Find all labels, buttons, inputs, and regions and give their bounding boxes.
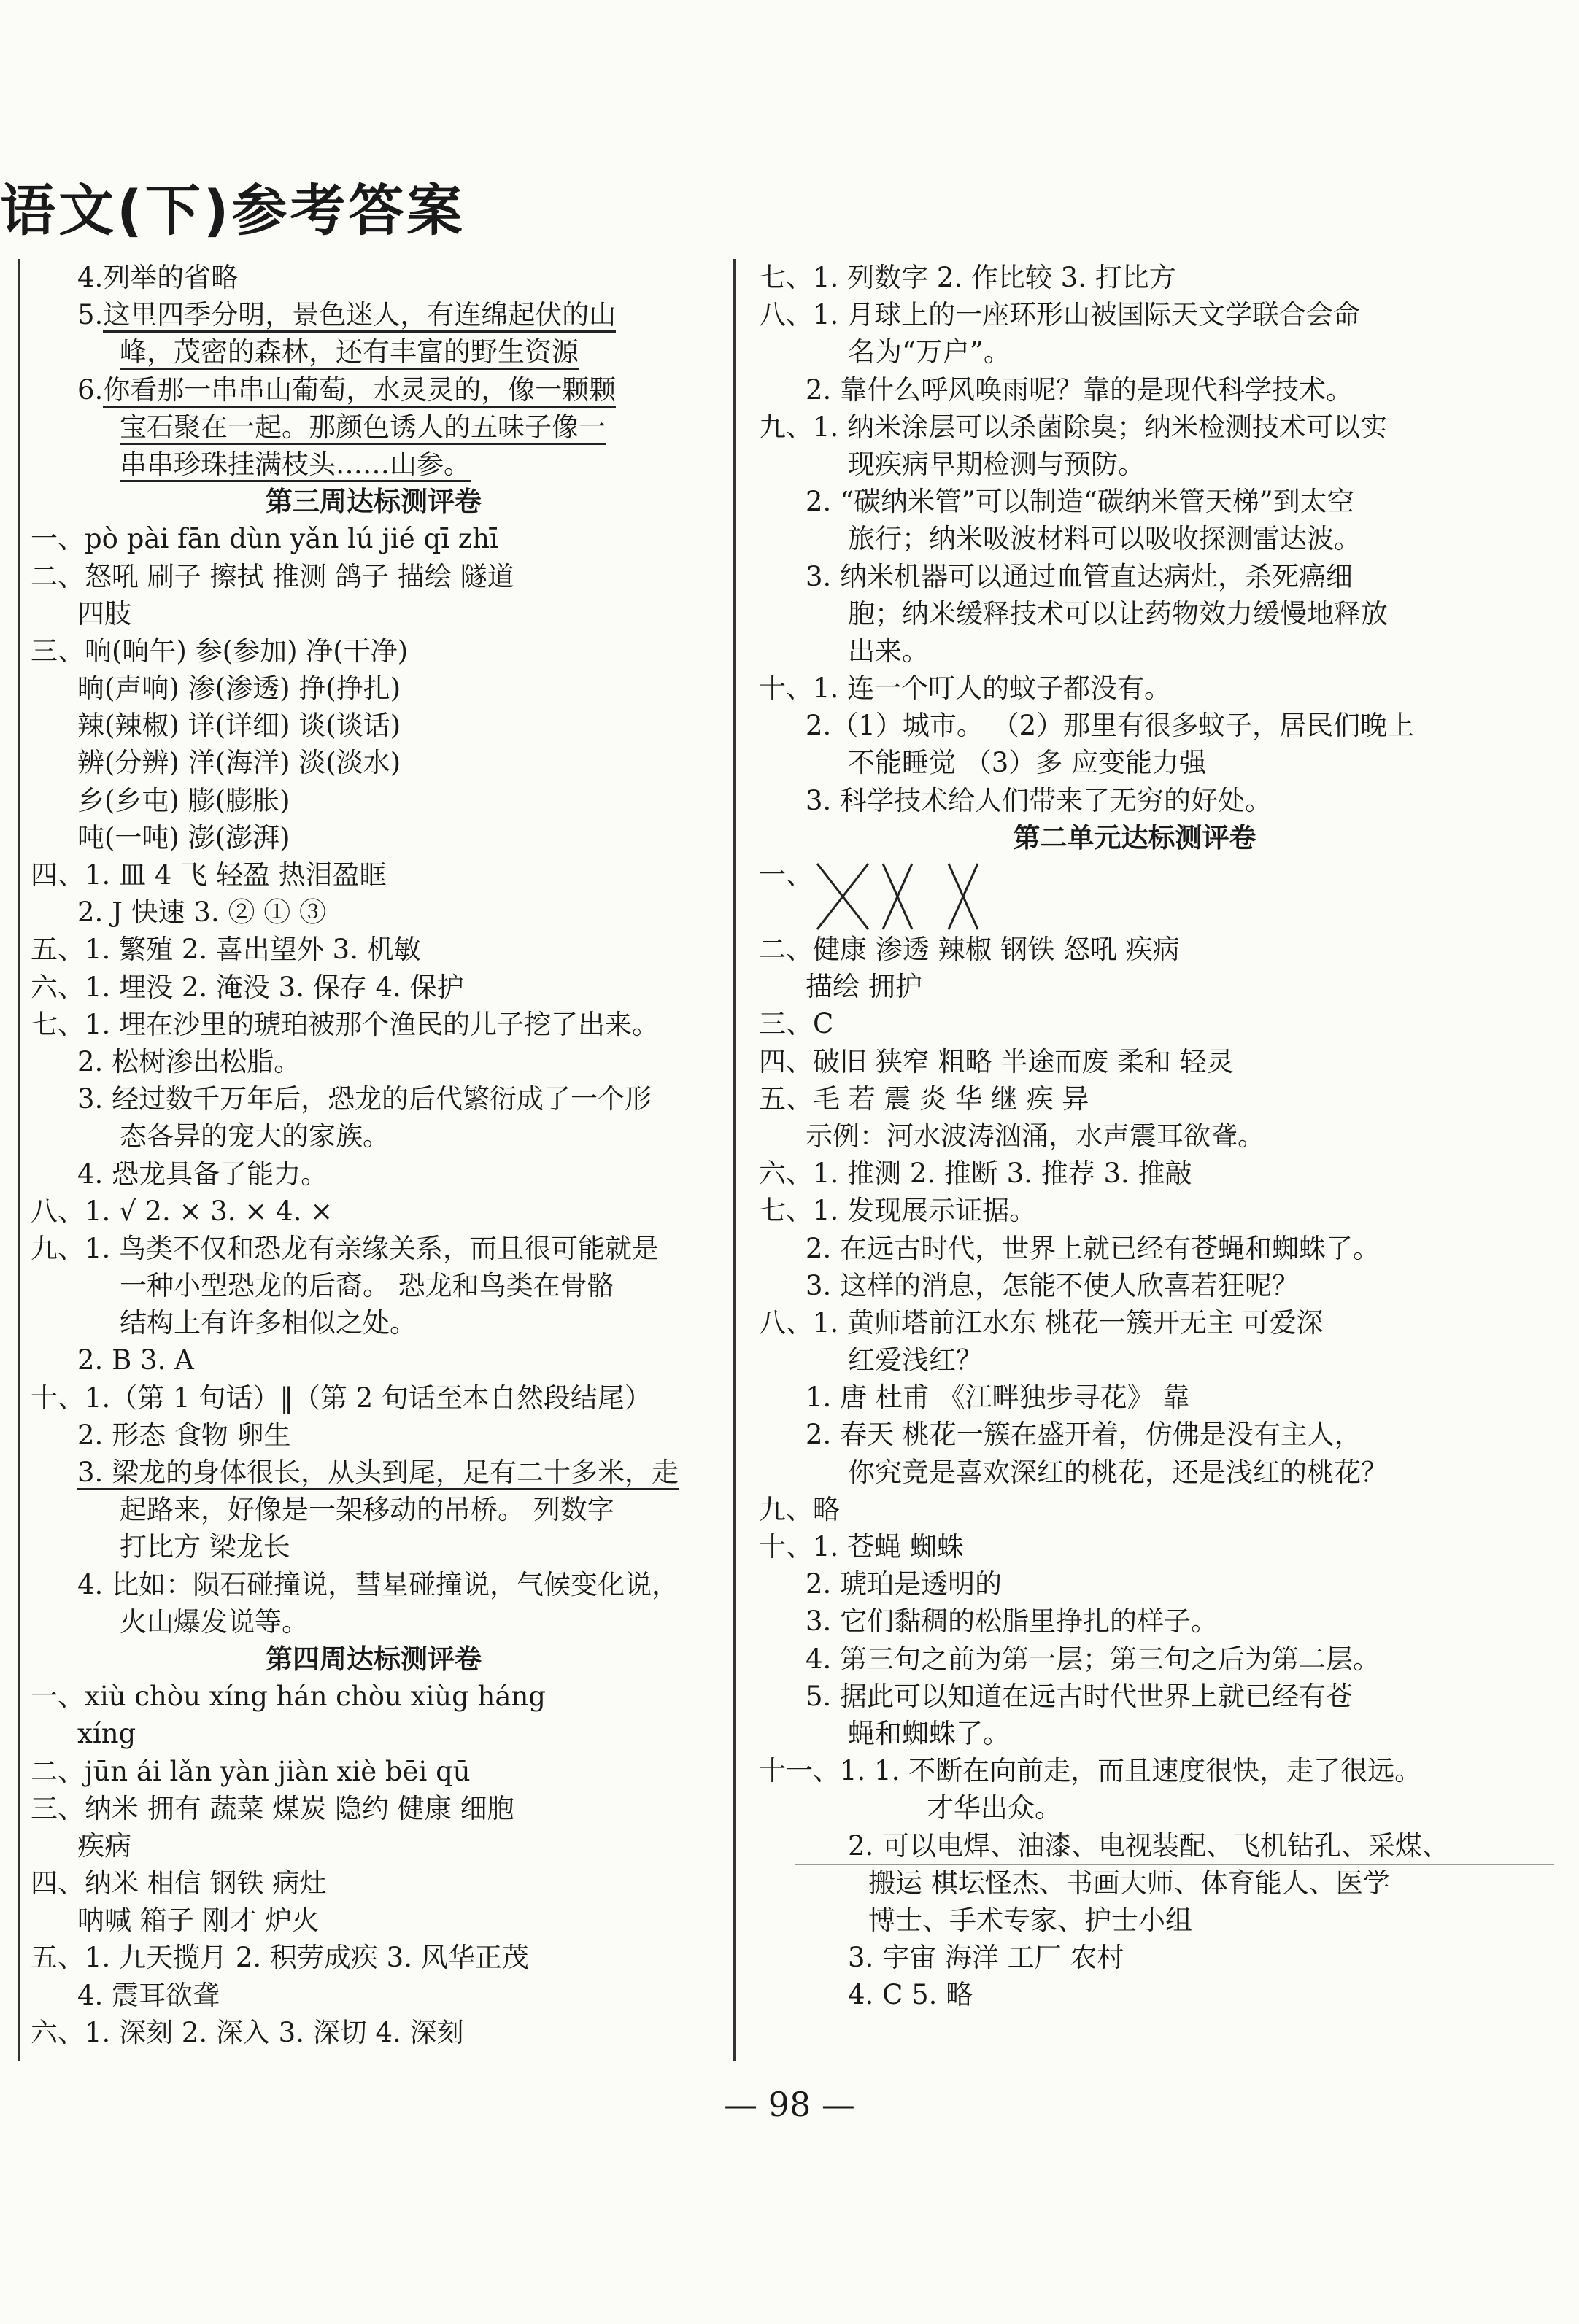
answer-line	[31, 1977, 717, 2014]
answer-line	[31, 1341, 717, 1379]
answer-line	[31, 1939, 717, 1976]
answer-line	[31, 408, 717, 446]
answer-line	[759, 1528, 1510, 1565]
answer-text: 描绘 拥护	[806, 971, 922, 1003]
answer-line	[31, 1566, 717, 1603]
answer-text: 1. 皿 4 飞 轻盈 热泪盈眶	[85, 859, 387, 891]
answer-text: xiù chòu xíng hán chòu xiùg háng	[85, 1681, 546, 1713]
page-number: — 98 —	[724, 2085, 855, 2124]
answer-line	[759, 1864, 1510, 1902]
answer-line	[759, 968, 1510, 1005]
left-column	[31, 259, 717, 2051]
answer-text: 蝇和蜘蛛了。	[848, 1717, 1010, 1749]
answer-line	[31, 969, 717, 1006]
answer-text: 你看那一串串山葡萄，水灵灵的，像一颗颗	[103, 374, 616, 408]
question-number: 七、	[31, 1008, 85, 1040]
answer-text: 搬运 棋坛怪杰、书画大师、体育能人、医学	[868, 1867, 1390, 1899]
answer-text: 这里四季分明，景色迷人，有连绵起伏的山	[103, 299, 616, 333]
answer-line	[31, 558, 717, 595]
answer-line	[31, 1603, 717, 1641]
question-number: 6.	[77, 373, 104, 406]
answer-text: 1.（第 1 句话）‖（第 2 句话至本自然段结尾）	[85, 1382, 652, 1414]
answer-line	[31, 1230, 717, 1267]
answer-text: 火山爆发说等。	[120, 1606, 309, 1638]
answer-line	[759, 1939, 1510, 1976]
question-number: 一、	[759, 859, 813, 891]
answer-line	[759, 1678, 1510, 1715]
answer-text: 一种小型恐龙的后裔。 恐龙和鸟类在骨骼	[120, 1270, 614, 1302]
answer-line	[759, 1641, 1510, 1678]
answer-text: 3. 科学技术给人们带来了无穷的好处。	[806, 784, 1273, 816]
answer-line	[759, 1454, 1510, 1491]
answer-line	[759, 1976, 1510, 2013]
answer-line	[759, 931, 1510, 968]
question-number: 十、	[759, 673, 813, 705]
answer-line	[759, 670, 1510, 707]
answer-text: 1. 苍蝇 蜘蛛	[813, 1531, 964, 1562]
answer-text: 略	[813, 1493, 840, 1525]
answer-text: 名为“万户”。	[848, 336, 1011, 368]
answer-line	[31, 371, 717, 408]
answer-line	[31, 520, 717, 557]
section-heading: 第二单元达标测评卷	[1013, 821, 1256, 853]
answer-line	[759, 744, 1510, 781]
answer-line	[31, 333, 717, 371]
answer-line	[759, 296, 1510, 333]
question-number: 十、	[759, 1531, 813, 1562]
answer-text: 1. 唐 杜甫 《江畔独步寻花》 靠	[806, 1382, 1190, 1414]
answer-line	[759, 1491, 1510, 1528]
answer-line	[31, 1864, 717, 1902]
answer-text: 4. 震耳欲聋	[77, 1979, 220, 2011]
answer-line	[759, 1565, 1510, 1603]
question-number: 三、	[759, 1008, 813, 1040]
question-number: 七、	[759, 1195, 813, 1227]
answer-line	[31, 782, 717, 819]
answer-text: 3. 宇宙 海洋 工厂 农村	[848, 1942, 1124, 1974]
answer-line	[31, 819, 717, 856]
question-number: 一、	[31, 1681, 85, 1713]
horizontal-rule	[795, 1864, 1554, 1865]
answer-line	[31, 1118, 717, 1155]
answer-line	[31, 1715, 717, 1752]
answer-text: 5. 据此可以知道在远古时代世界上就已经有苍	[806, 1680, 1354, 1712]
answer-line	[759, 446, 1510, 483]
answer-line	[31, 1193, 717, 1230]
question-number: 八、	[759, 1306, 813, 1339]
answer-line	[31, 1080, 717, 1118]
answer-line	[759, 1118, 1510, 1155]
answer-text: 1. 发现展示证据。	[813, 1195, 1037, 1227]
question-number: 五、	[31, 1942, 85, 1974]
answer-line	[31, 894, 717, 931]
answer-text: 结构上有许多相似之处。	[120, 1307, 417, 1339]
answer-text: 纳米 拥有 蔬菜 煤炭 隐约 健康 细胞	[85, 1792, 514, 1824]
answer-line	[759, 1192, 1510, 1229]
answer-line	[759, 408, 1510, 446]
answer-line	[31, 1827, 717, 1864]
answer-line	[759, 483, 1510, 520]
answer-text: 4. C 5. 略	[848, 1979, 973, 2011]
answer-text: 1. 推测 2. 推断 3. 推荐 3. 推敲	[813, 1158, 1192, 1190]
answer-line	[31, 1454, 717, 1491]
answer-text: 2. J 快速 3. ② ① ③	[77, 896, 327, 929]
answer-text: 你究竟是喜欢深红的桃花，还是浅红的桃花？	[848, 1456, 1388, 1488]
answer-text: 毛 若 震 炎 华 继 疾 异	[813, 1082, 1089, 1115]
question-number: 八、	[31, 1195, 85, 1227]
question-number: 八、	[759, 299, 813, 331]
answer-text: 2. B 3. A	[77, 1344, 194, 1376]
answer-text: pò pài fān dùn yǎn lú jié qī zhī	[85, 523, 498, 555]
answer-line	[31, 1155, 717, 1193]
answer-line	[759, 1304, 1510, 1341]
answer-line	[759, 558, 1510, 595]
answer-text: 3. 纳米机器可以通过血管直达病灶，杀死癌细	[806, 560, 1354, 592]
answer-text: 1. 鸟类不仅和恐龙有亲缘关系，而且很可能就是	[85, 1232, 660, 1264]
answer-text: 打比方 梁龙长	[120, 1531, 290, 1563]
answer-line	[759, 1827, 1510, 1864]
answer-line	[31, 1753, 717, 1790]
answer-text: 不能睡觉 （3）多 应变能力强	[848, 747, 1207, 779]
answer-text: 纳米 相信 钢铁 病灶	[85, 1867, 327, 1899]
question-number: 五、	[759, 1082, 813, 1115]
answer-line	[759, 520, 1510, 557]
answer-line	[31, 744, 717, 781]
answer-line	[31, 1902, 717, 1939]
answer-line	[31, 931, 717, 968]
answer-text: 疾病	[77, 1829, 131, 1862]
answer-text: 1. 九天揽月 2. 积劳成疾 3. 风华正茂	[85, 1942, 529, 1974]
left-margin-rule	[18, 259, 20, 2061]
answer-text: jūn ái lǎn yàn jiàn xiè bēi qū	[85, 1755, 471, 1787]
answer-line	[31, 1379, 717, 1417]
answer-text: 2. 可以电焊、油漆、电视装配、飞机钻孔、采煤、	[848, 1829, 1450, 1862]
section-heading: 第四周达标测评卷	[266, 1642, 482, 1675]
answer-text: 健康 渗透 辣椒 钢铁 怒吼 疾病	[813, 934, 1180, 965]
answer-line	[31, 1528, 717, 1565]
question-number: 5.	[77, 299, 104, 331]
answer-line	[759, 707, 1510, 744]
answer-line	[31, 1006, 717, 1043]
question-number: 九、	[759, 411, 813, 443]
answer-line	[31, 1417, 717, 1454]
question-number: 二、	[31, 560, 85, 592]
answer-line	[759, 632, 1510, 670]
question-number: 六、	[31, 971, 85, 1003]
matching-lines-diagram	[803, 856, 1007, 937]
answer-line	[31, 1678, 717, 1715]
question-number: 一、	[31, 523, 85, 555]
question-number: 六、	[759, 1158, 813, 1190]
answer-line	[31, 670, 717, 707]
answer-line	[759, 1005, 1510, 1042]
answer-text: 呐喊 箱子 刚才 炉火	[77, 1905, 320, 1937]
answer-text: 3. 它们黏稠的松脂里挣扎的样子。	[806, 1606, 1219, 1638]
answer-line	[31, 296, 717, 333]
answer-text: 1. 月球上的一座环形山被国际天文学联合会命	[813, 299, 1361, 331]
answer-text: 辣(辣椒) 详(详细) 谈(谈话)	[77, 710, 401, 742]
answer-line	[759, 1230, 1510, 1267]
answer-text: 响(晌午) 参(参加) 净(干净)	[85, 635, 409, 667]
answer-line	[759, 1080, 1510, 1118]
answer-text: 吨(一吨) 澎(澎湃)	[77, 821, 290, 853]
answer-line	[31, 707, 717, 744]
answer-text: 旅行；纳米吸波材料可以吸收探测雷达波。	[848, 523, 1361, 555]
answer-text: 4. 恐龙具备了能力。	[77, 1158, 328, 1190]
answer-text: 胞；纳米缓释技术可以让药物效力缓慢地释放	[848, 597, 1388, 630]
page-title: 语文(下)参考答案	[0, 178, 466, 243]
answer-text: 怒吼 刷子 擦拭 推测 鸽子 描绘 隧道	[85, 560, 514, 592]
answer-line	[759, 1752, 1510, 1789]
answer-text: 2.（1）城市。 （2）那里有很多蚊子，居民们晚上	[806, 710, 1415, 742]
answer-text: 1. 连一个叮人的蚊子都没有。	[813, 673, 1172, 705]
answer-line	[759, 782, 1510, 819]
answer-text: 1. 埋没 2. 淹没 3. 保存 4. 保护	[85, 971, 464, 1003]
answer-line	[759, 856, 1510, 931]
answer-text: 1. 黄师塔前江水东 桃花一簇开无主 可爱深	[813, 1306, 1324, 1339]
question-number: 三、	[31, 1792, 85, 1824]
answer-line	[759, 1155, 1510, 1192]
answer-line	[759, 1789, 1510, 1827]
answer-line	[759, 1341, 1510, 1379]
answer-line	[759, 1267, 1510, 1304]
question-number: 十、	[31, 1382, 85, 1414]
question-number: 二、	[759, 934, 813, 965]
answer-text: 1. √ 2. × 3. × 4. ×	[85, 1195, 333, 1227]
answer-text: 1. 1. 不断在向前走，而且速度很快，走了很远。	[840, 1755, 1422, 1787]
answer-text: 才华出众。	[927, 1792, 1062, 1824]
answer-text: 峰，茂密的森林，还有丰富的野生资源	[120, 336, 579, 370]
question-number: 五、	[31, 934, 85, 966]
answer-text: xíng	[77, 1718, 136, 1750]
answer-line	[759, 1416, 1510, 1453]
question-number: 六、	[31, 2016, 85, 2048]
answer-text: 3. 这样的消息，怎能不使人欣喜若狂呢？	[806, 1269, 1300, 1301]
answer-text: C	[813, 1008, 834, 1040]
answer-line	[31, 632, 717, 670]
question-number: 十一、	[759, 1755, 840, 1787]
answer-text: 出来。	[848, 635, 929, 667]
answer-text: 乡(乡屯) 膨(膨胀)	[77, 784, 290, 816]
answer-line	[31, 446, 717, 483]
answer-text: 1. 繁殖 2. 喜出望外 3. 机敏	[85, 934, 421, 966]
answer-line	[31, 1267, 717, 1304]
answer-line	[759, 1715, 1510, 1752]
answer-line	[759, 333, 1510, 371]
question-number: 九、	[31, 1232, 85, 1264]
right-column	[759, 259, 1510, 2013]
answer-line	[759, 1603, 1510, 1640]
answer-text: 2. “碳纳米管”可以制造“碳纳米管天梯”到太空	[806, 486, 1354, 518]
answer-text: 示例：河水波涛汹涌，水声震耳欲聋。	[806, 1120, 1265, 1152]
answer-line	[31, 1304, 717, 1341]
answer-text: 4. 第三句之前为第一层；第三句之后为第二层。	[806, 1643, 1381, 1675]
answer-text: 4. 比如：陨石碰撞说，彗星碰撞说，气候变化说，	[77, 1568, 679, 1600]
answer-text: 博士、手术专家、护士小组	[868, 1904, 1192, 1936]
answer-text: 3. 梁龙的身体很长，从头到尾，足有二十多米，走	[77, 1457, 679, 1490]
answer-text: 宝石聚在一起。那颜色诱人的五味子像一	[120, 411, 606, 445]
answer-text: 破旧 狭窄 粗略 半途而废 柔和 轻灵	[813, 1045, 1234, 1077]
answer-line	[31, 1790, 717, 1827]
section-heading: 第三周达标测评卷	[266, 485, 482, 518]
answer-line	[759, 1043, 1510, 1080]
answer-text: 列举的省略	[103, 262, 239, 293]
answer-line	[31, 856, 717, 894]
answer-text: 1. 列数字 2. 作比较 3. 打比方	[813, 262, 1176, 293]
question-number: 二、	[31, 1755, 85, 1787]
answer-text: 红爱浅红？	[848, 1344, 983, 1376]
answer-text: 2. 琥珀是透明的	[806, 1568, 1003, 1600]
answer-text: 2. 靠什么呼风唤雨呢？靠的是现代科学技术。	[806, 373, 1354, 406]
question-number: 三、	[31, 635, 85, 667]
column-divider	[733, 259, 736, 2061]
answer-text: 2. 春天 桃花一簇在盛开着，仿佛是没有主人，	[806, 1419, 1362, 1451]
answer-text: 晌(声响) 渗(渗透) 挣(挣扎)	[77, 673, 401, 705]
answer-line	[759, 371, 1510, 408]
answer-line	[31, 1043, 717, 1080]
question-number: 四、	[31, 859, 85, 891]
answer-text: 2. 在远古时代，世界上就已经有苍蝇和蜘蛛了。	[806, 1232, 1381, 1264]
answer-text: 辨(分辨) 洋(海洋) 淡(淡水)	[77, 747, 401, 779]
answer-text: 1. 深刻 2. 深入 3. 深切 4. 深刻	[85, 2016, 464, 2048]
question-number: 4.	[77, 262, 104, 293]
answer-text: 1. 埋在沙里的琥珀被那个渔民的儿子挖了出来。	[85, 1008, 660, 1040]
answer-text: 现疾病早期检测与预防。	[848, 448, 1145, 480]
answer-text: 态各异的宠大的家族。	[120, 1120, 390, 1153]
answer-line	[31, 259, 717, 296]
answer-line	[31, 1491, 717, 1528]
answer-line	[759, 259, 1510, 296]
answer-text: 四肢	[77, 597, 131, 630]
answer-text: 3. 经过数千万年后，恐龙的后代繁衍成了一个形	[77, 1083, 652, 1115]
answer-line	[759, 1379, 1510, 1416]
answer-text: 起路来，好像是一架移动的吊桥。 列数字	[120, 1494, 614, 1526]
answer-line	[759, 1902, 1510, 1939]
answer-text: 2. 松树渗出松脂。	[77, 1045, 301, 1077]
question-number: 九、	[759, 1493, 813, 1525]
question-number: 七、	[759, 262, 813, 293]
answer-text: 1. 纳米涂层可以杀菌除臭；纳米检测技术可以实	[813, 411, 1388, 443]
question-number: 四、	[759, 1045, 813, 1077]
answer-line	[31, 2014, 717, 2051]
answer-text: 2. 形态 食物 卵生	[77, 1419, 291, 1451]
answer-text: 串串珍珠挂满枝头……山参。	[120, 449, 471, 482]
answer-line	[31, 595, 717, 632]
question-number: 四、	[31, 1867, 85, 1899]
answer-line	[759, 595, 1510, 632]
